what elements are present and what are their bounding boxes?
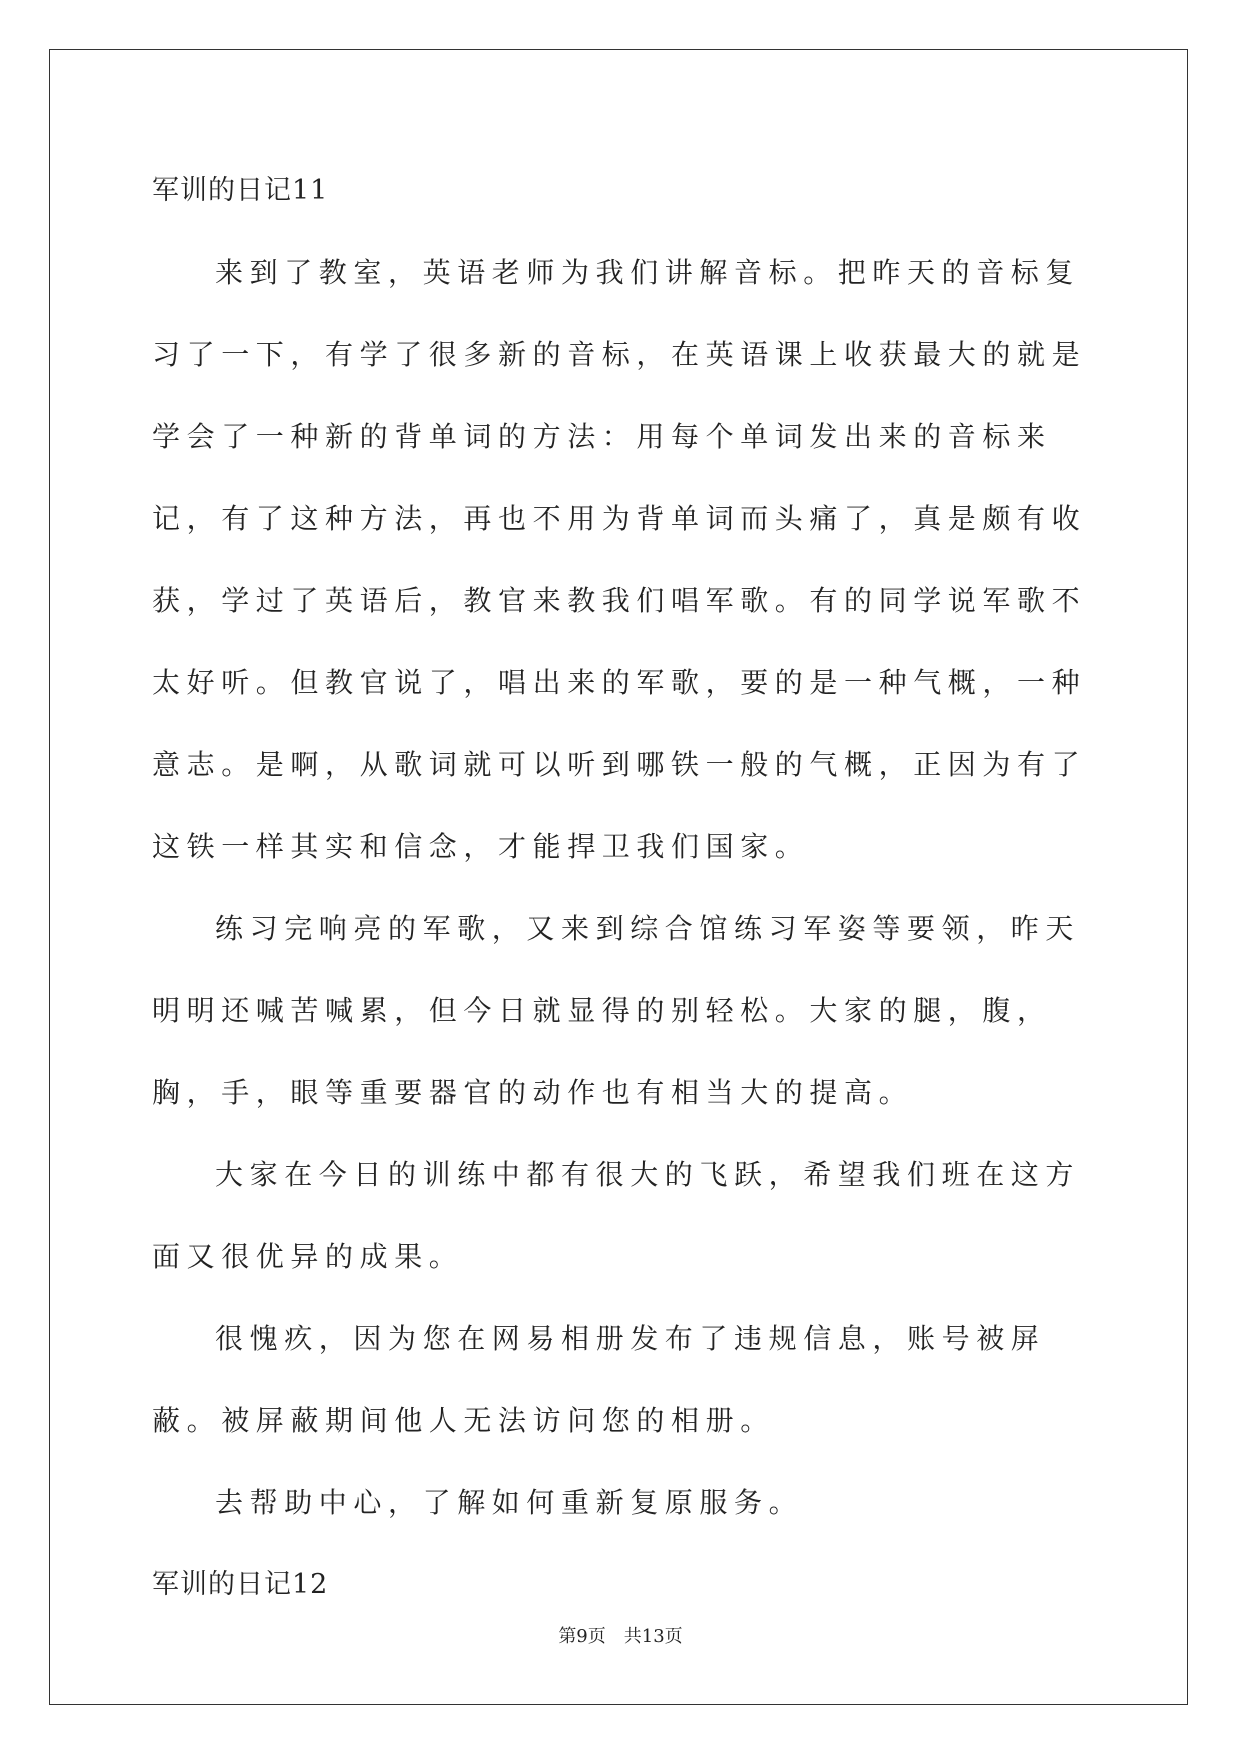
section-heading: 军训的日记12 <box>152 1569 329 1600</box>
paragraph: 练习完响亮的军歌，又来到综合馆练习军姿等要领，昨天明明还喊苦喊累，但今日就显得的别轻松。大家的腿，腹，胸，手，眼等重要器官的动作也有相当大的提高。 <box>152 912 1081 1109</box>
document-body <box>152 150 1088 1626</box>
paragraph: 很愧疚，因为您在网易相册发布了违规信息，账号被屏蔽。被屏蔽期间他人无法访问您的相册。 <box>152 1322 1046 1437</box>
paragraph: 来到了教室，英语老师为我们讲解音标。把昨天的音标复习了一下，有学了很多新的音标，在英语课上收获最大的就是学会了一种新的背单词的方法：用每个单词发出来的音标来记，有了这种方法，再也不用为背单词而头痛了，真是颇有收获，学过了英语后，教官来教我们唱军歌。有的同学说军歌不太好听。但教官说了，唱出来的军歌，要的是一种气概，一种意志。是啊，从歌词就可以听到哪铁一般的气概，正因为有了这铁一样其实和信念，才能捍卫我们国家。 <box>152 256 1087 863</box>
page-number-footer: 第9页 共13页 <box>558 1626 683 1647</box>
paragraph: 大家在今日的训练中都有很大的飞跃，希望我们班在这方面又很优异的成果。 <box>152 1158 1081 1273</box>
section-heading: 军训的日记11 <box>152 175 329 206</box>
paragraph: 去帮助中心，了解如何重新复原服务。 <box>215 1486 804 1519</box>
